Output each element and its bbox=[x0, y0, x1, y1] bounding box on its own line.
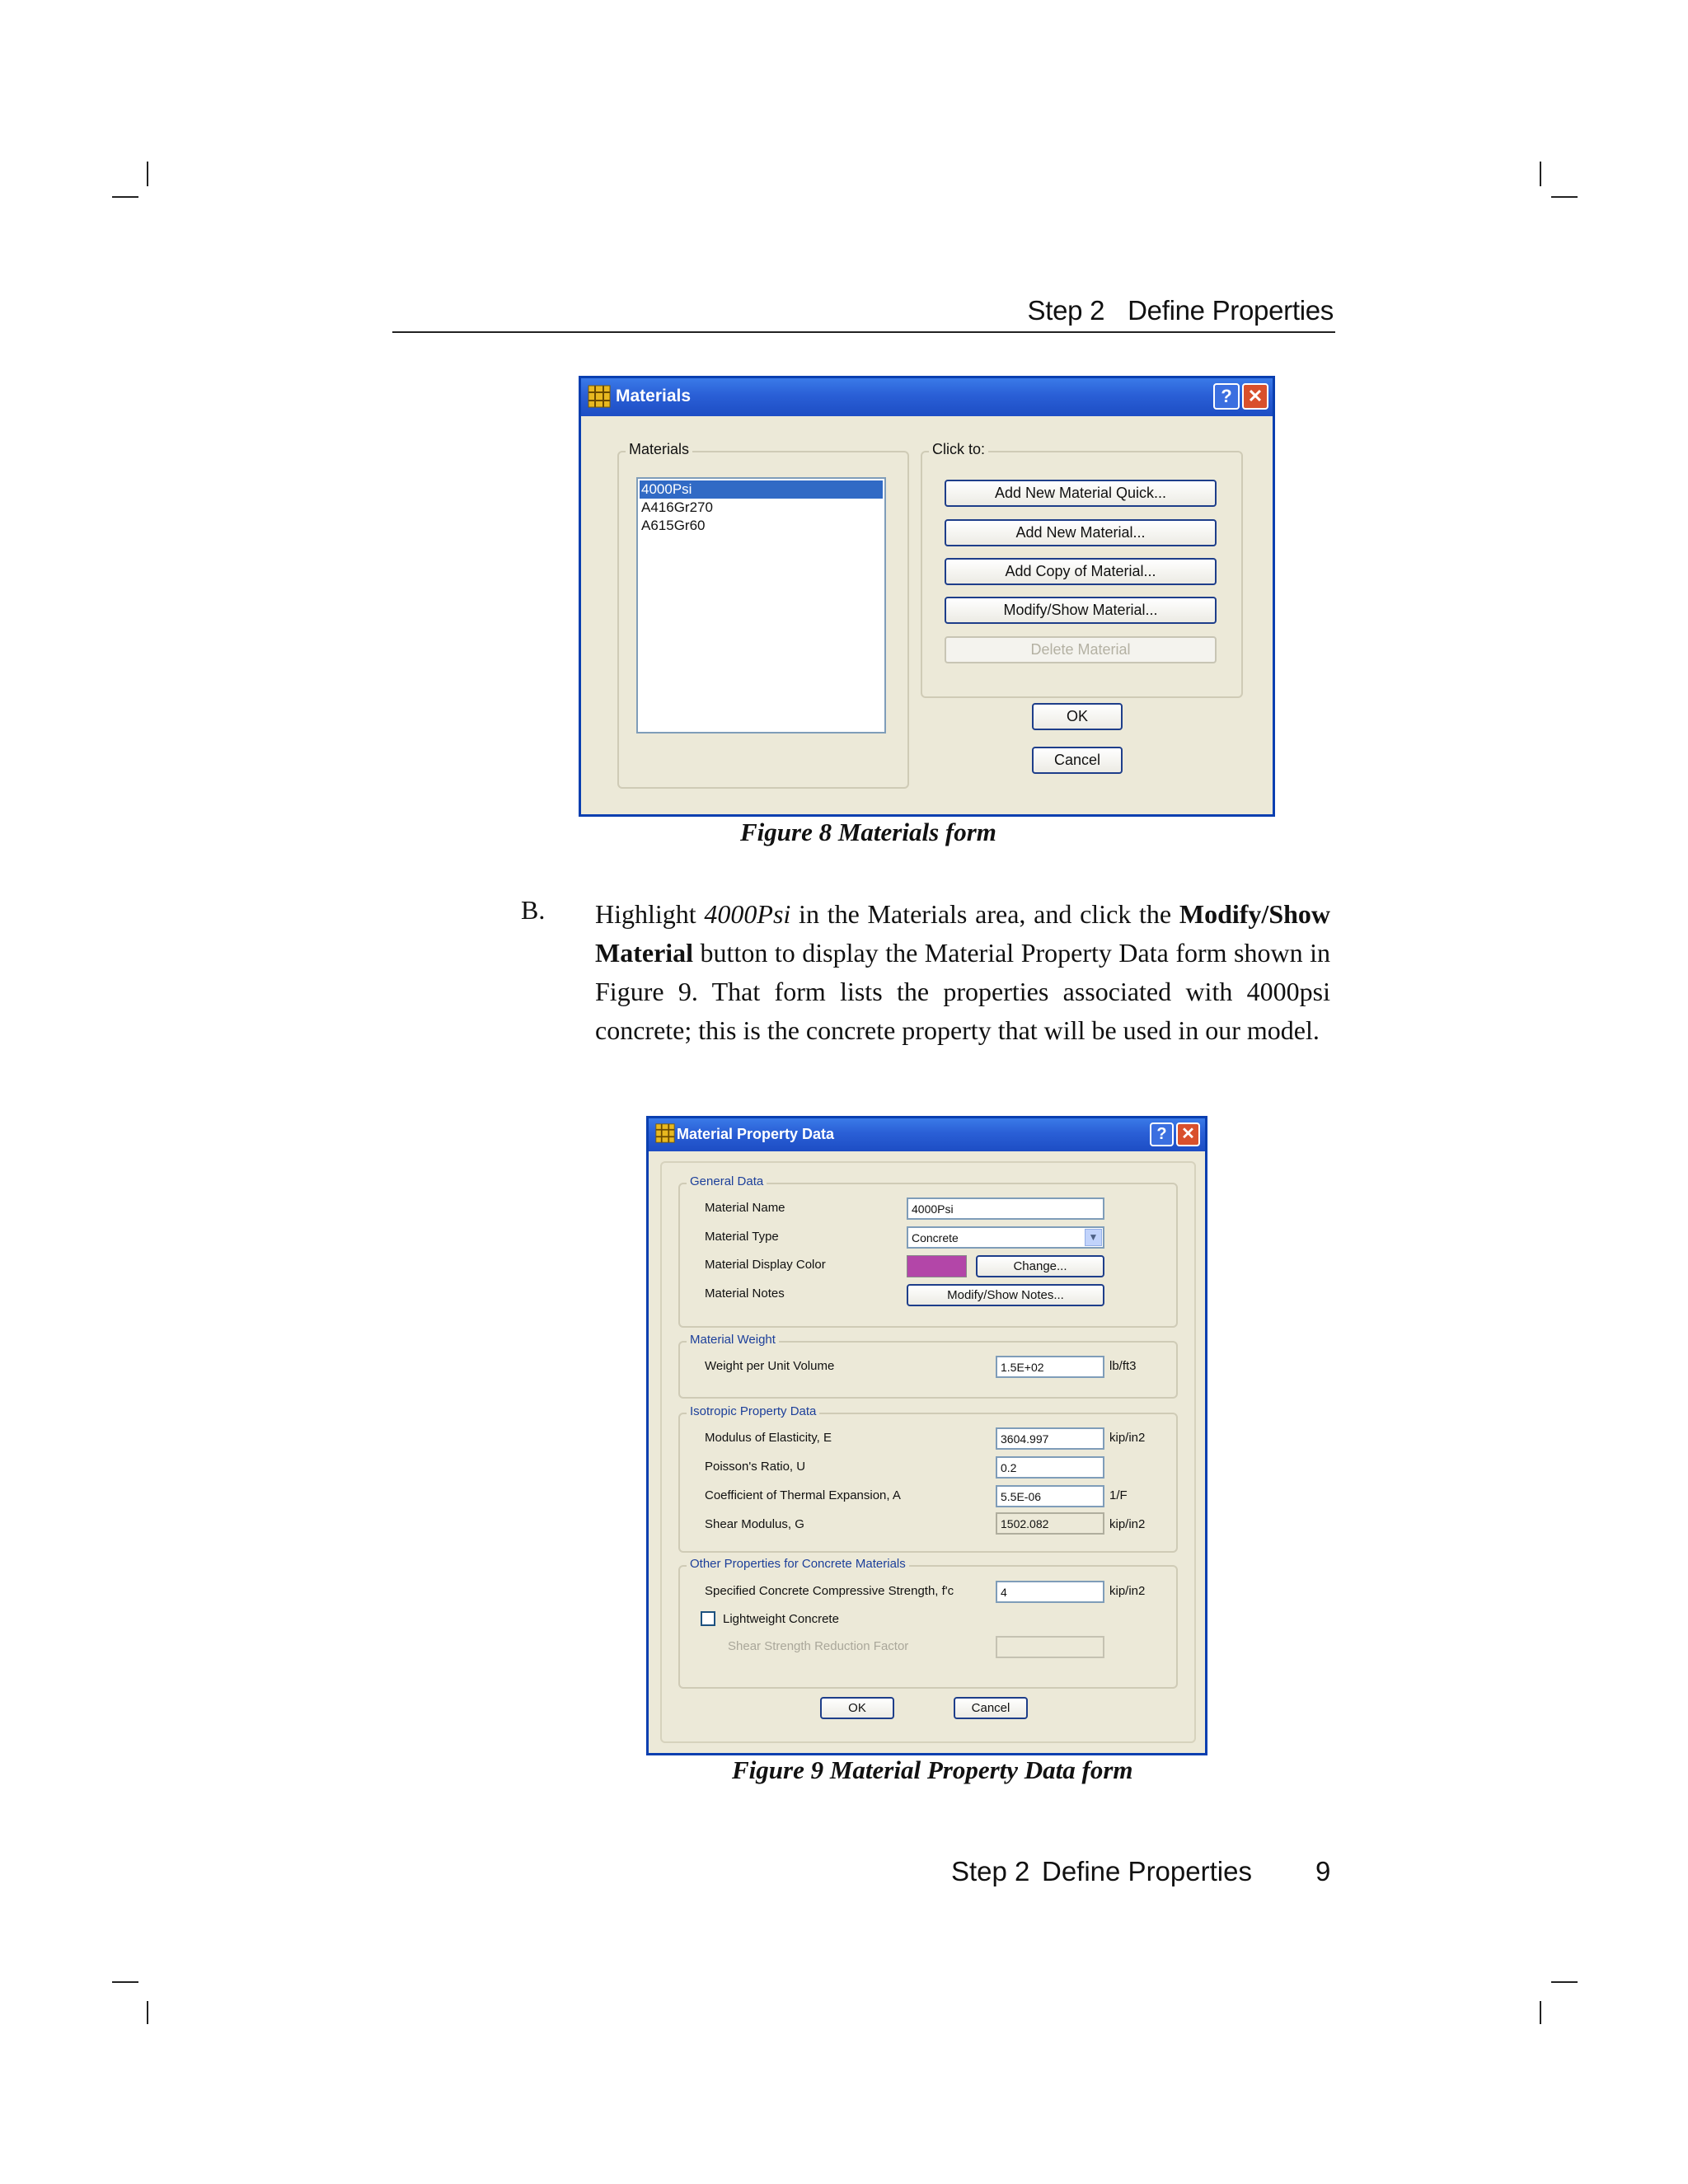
cancel-button[interactable]: Cancel bbox=[1032, 747, 1123, 774]
shear-modulus-label: Shear Modulus, G bbox=[705, 1517, 804, 1531]
delete-material-button[interactable]: Delete Material bbox=[945, 636, 1217, 663]
materials-listbox[interactable] bbox=[636, 477, 886, 733]
lightweight-concrete-label: Lightweight Concrete bbox=[723, 1612, 839, 1626]
window-title: Materials bbox=[616, 387, 692, 405]
page-number: 9 bbox=[1315, 1856, 1331, 1886]
compressive-strength-label: Specified Concrete Compressive Strength, f'c bbox=[705, 1584, 954, 1598]
header-rule bbox=[392, 331, 1335, 333]
lightweight-concrete-checkbox[interactable] bbox=[701, 1611, 715, 1626]
weight-per-unit-volume-label: Weight per Unit Volume bbox=[705, 1359, 835, 1373]
list-item-selected[interactable]: 4000Psi bbox=[640, 480, 883, 499]
material-notes-label: Material Notes bbox=[705, 1286, 785, 1301]
modify-show-material-button[interactable]: Modify/Show Material... bbox=[945, 597, 1217, 624]
modulus-of-elasticity-label: Modulus of Elasticity, E bbox=[705, 1431, 832, 1445]
modulus-of-elasticity-field[interactable]: 3604.997 bbox=[996, 1427, 1104, 1450]
crop-mark bbox=[112, 196, 138, 198]
general-data-label: General Data bbox=[687, 1174, 767, 1188]
paragraph-strong: Modify/Show Material bbox=[595, 899, 1331, 968]
ok-button[interactable]: OK bbox=[820, 1697, 894, 1719]
list-item[interactable]: A416Gr270 bbox=[641, 499, 713, 515]
material-property-data-window bbox=[646, 1116, 1207, 1755]
running-head-title: Define Properties bbox=[1128, 295, 1334, 326]
materials-group-label: Materials bbox=[626, 441, 692, 458]
help-button[interactable]: ? bbox=[1213, 383, 1240, 410]
ok-button[interactable]: OK bbox=[1032, 703, 1123, 730]
paragraph-emphasis: 4000Psi bbox=[704, 899, 791, 929]
shear-modulus-unit: kip/in2 bbox=[1109, 1517, 1146, 1531]
shear-strength-reduction-label: Shear Strength Reduction Factor bbox=[728, 1639, 909, 1653]
material-display-color-label: Material Display Color bbox=[705, 1258, 826, 1272]
paragraph-text: button to display the Material Property Data form shown in Figure 9. That form lists the properties associated with 4000psi concrete; this is the concrete property that will be used in our model. bbox=[595, 938, 1330, 1045]
crop-mark bbox=[147, 162, 148, 186]
app-grid-icon bbox=[655, 1123, 675, 1143]
crop-mark bbox=[112, 1981, 138, 1983]
step-label: B. bbox=[521, 895, 546, 925]
crop-mark bbox=[1540, 2001, 1541, 2024]
crop-mark bbox=[1551, 196, 1578, 198]
poissons-ratio-field[interactable]: 0.2 bbox=[996, 1456, 1104, 1479]
material-type-value: Concrete bbox=[912, 1231, 959, 1244]
title-bar bbox=[581, 378, 1273, 416]
click-to-group-label: Click to: bbox=[929, 441, 988, 458]
material-type-select[interactable] bbox=[907, 1226, 1104, 1249]
material-name-label: Material Name bbox=[705, 1201, 785, 1215]
crop-mark bbox=[147, 2001, 148, 2024]
weight-per-unit-volume-field[interactable]: 1.5E+02 bbox=[996, 1356, 1104, 1378]
change-color-button[interactable]: Change... bbox=[976, 1255, 1104, 1277]
help-button[interactable]: ? bbox=[1150, 1122, 1174, 1146]
title-bar bbox=[649, 1118, 1205, 1151]
compressive-strength-field[interactable]: 4 bbox=[996, 1581, 1104, 1603]
poissons-ratio-label: Poisson's Ratio, U bbox=[705, 1460, 806, 1474]
modify-show-notes-button[interactable]: Modify/Show Notes... bbox=[907, 1284, 1104, 1306]
modulus-unit: kip/in2 bbox=[1109, 1431, 1146, 1445]
isotropic-property-label: Isotropic Property Data bbox=[687, 1404, 819, 1418]
shear-strength-reduction-field bbox=[996, 1636, 1104, 1658]
figure-8-caption: Figure 8 Materials form bbox=[740, 818, 996, 846]
window-title: Material Property Data bbox=[677, 1126, 835, 1142]
running-head bbox=[1028, 295, 1334, 326]
weight-unit: lb/ft3 bbox=[1109, 1359, 1137, 1373]
running-head-step: Step 2 bbox=[1027, 295, 1105, 326]
footer-title: Define Properties bbox=[1042, 1856, 1252, 1886]
thermal-expansion-unit: 1/F bbox=[1109, 1488, 1128, 1502]
close-button[interactable]: ✕ bbox=[1242, 383, 1268, 410]
add-copy-of-material-button[interactable]: Add Copy of Material... bbox=[945, 558, 1217, 585]
compressive-strength-unit: kip/in2 bbox=[1109, 1584, 1146, 1598]
instruction-paragraph bbox=[595, 895, 1330, 1050]
thermal-expansion-label: Coefficient of Thermal Expansion, A bbox=[705, 1488, 901, 1502]
cancel-button[interactable]: Cancel bbox=[954, 1697, 1028, 1719]
shear-modulus-field: 1502.082 bbox=[996, 1512, 1104, 1535]
crop-mark bbox=[1540, 162, 1541, 186]
close-button[interactable]: ✕ bbox=[1176, 1122, 1200, 1146]
app-grid-icon bbox=[588, 385, 611, 408]
chevron-down-icon[interactable]: ▼ bbox=[1085, 1229, 1102, 1246]
paragraph-text: Highlight bbox=[595, 899, 705, 929]
crop-mark bbox=[1551, 1981, 1578, 1983]
paragraph-text: in the Materials area, and click the bbox=[790, 899, 1179, 929]
material-color-swatch bbox=[907, 1255, 967, 1277]
list-item[interactable]: A615Gr60 bbox=[641, 518, 706, 533]
concrete-properties-label: Other Properties for Concrete Materials bbox=[687, 1557, 909, 1571]
figure-9-caption: Figure 9 Material Property Data form bbox=[732, 1755, 1133, 1784]
material-weight-label: Material Weight bbox=[687, 1333, 779, 1347]
add-new-material-quick-button[interactable]: Add New Material Quick... bbox=[945, 480, 1217, 507]
thermal-expansion-field[interactable]: 5.5E-06 bbox=[996, 1485, 1104, 1507]
materials-window bbox=[579, 376, 1275, 817]
add-new-material-button[interactable]: Add New Material... bbox=[945, 519, 1217, 546]
material-type-label: Material Type bbox=[705, 1230, 779, 1244]
material-name-field[interactable]: 4000Psi bbox=[907, 1197, 1104, 1220]
footer-step: Step 2 bbox=[951, 1856, 1030, 1886]
